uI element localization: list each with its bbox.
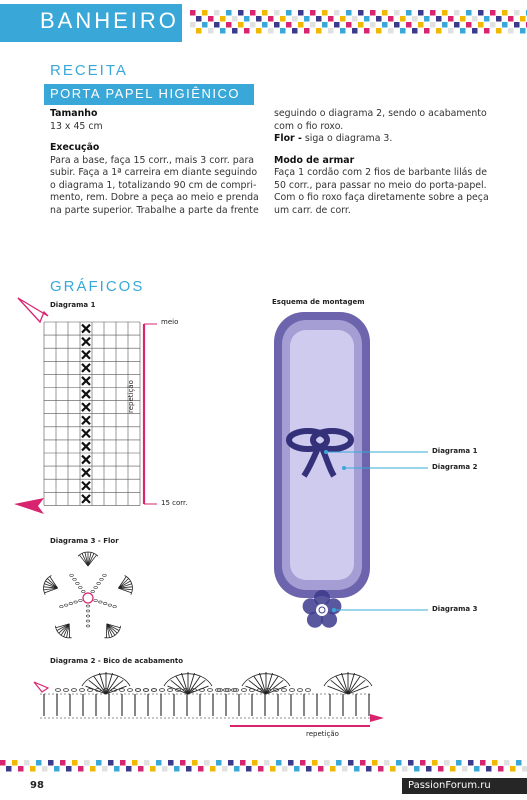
strip-square <box>60 760 66 766</box>
strip-square <box>204 760 210 766</box>
scheme-d1-label: Diagrama 1 <box>432 447 478 455</box>
strip-square <box>364 28 370 34</box>
x-stitch-icon <box>82 416 90 424</box>
strip-square <box>498 766 504 772</box>
flor-text: siga o diagrama 3. <box>301 133 393 144</box>
strip-square <box>456 760 462 766</box>
strip-square <box>514 22 520 28</box>
strip-square <box>268 28 274 34</box>
assembly-line: um carr. de corr. <box>274 204 351 216</box>
exec-heading: Execução <box>50 142 100 153</box>
x-stitch-icon <box>82 351 90 359</box>
strip-square <box>474 766 480 772</box>
strip-square <box>196 28 202 34</box>
strip-square <box>292 16 298 22</box>
strip-square <box>370 22 376 28</box>
diagram1-grid <box>44 322 140 505</box>
strip-square <box>48 760 54 766</box>
page-number: 98 <box>30 780 44 791</box>
strip-square <box>304 28 310 34</box>
scheme-label: Esquema de montagem <box>272 298 365 306</box>
strip-square <box>162 766 168 772</box>
strip-square <box>504 760 510 766</box>
strip-square <box>312 760 318 766</box>
strip-square <box>480 760 486 766</box>
strip-square <box>262 10 268 16</box>
strip-square <box>318 766 324 772</box>
strip-square <box>250 22 256 28</box>
strip-square <box>292 28 298 34</box>
x-stitch-icon <box>82 495 90 503</box>
strip-square <box>396 760 402 766</box>
strip-square <box>280 28 286 34</box>
strip-square <box>274 22 280 28</box>
strip-square <box>244 16 250 22</box>
strip-square <box>496 16 502 22</box>
strip-square <box>216 760 222 766</box>
strip-square <box>220 28 226 34</box>
strip-square <box>306 766 312 772</box>
strip-square <box>384 760 390 766</box>
strip-square <box>294 766 300 772</box>
strip-square <box>472 16 478 22</box>
strip-square <box>114 766 120 772</box>
strip-square <box>96 760 102 766</box>
strip-square <box>346 22 352 28</box>
strip-square <box>454 10 460 16</box>
strip-square <box>202 22 208 28</box>
strip-square <box>426 766 432 772</box>
strip-square <box>12 760 18 766</box>
strip-square <box>220 16 226 22</box>
strip-square <box>490 10 496 16</box>
strip-square <box>72 760 78 766</box>
strip-square <box>466 22 472 28</box>
strip-square <box>210 766 216 772</box>
section-graphics-label: GRÁFICOS <box>50 278 145 295</box>
strip-square <box>334 22 340 28</box>
strip-square <box>478 10 484 16</box>
strip-square <box>262 22 268 28</box>
strip-square <box>336 760 342 766</box>
strip-square <box>342 766 348 772</box>
strip-square <box>24 760 30 766</box>
strip-square <box>394 22 400 28</box>
flor-label: Flor - <box>274 133 302 144</box>
strip-square <box>340 16 346 22</box>
strip-square <box>238 10 244 16</box>
x-stitch-icon <box>82 442 90 450</box>
strip-square <box>328 28 334 34</box>
strip-square <box>382 10 388 16</box>
strip-square <box>214 22 220 28</box>
scheme-d2-label: Diagrama 2 <box>432 463 478 471</box>
petal-fan-icon <box>78 552 98 566</box>
x-stitch-icon <box>82 325 90 333</box>
strip-square <box>496 28 502 34</box>
x-stitch-icon <box>82 482 90 490</box>
right-line: com o fio roxo. <box>274 120 344 132</box>
strip-square <box>226 22 232 28</box>
strip-square <box>244 28 250 34</box>
strip-square <box>460 28 466 34</box>
strip-square <box>90 766 96 772</box>
strip-square <box>472 28 478 34</box>
strip-square <box>102 766 108 772</box>
strip-square <box>376 16 382 22</box>
strip-square <box>412 16 418 22</box>
diagram1-chart <box>14 294 214 518</box>
diagram1-label: Diagrama 1 <box>50 301 96 309</box>
assembly-scheme <box>268 308 527 648</box>
header-title: BANHEIRO <box>40 8 179 33</box>
exec-line: Para a base, faça 15 corr., mais 3 corr. para <box>50 154 255 166</box>
strip-square <box>438 766 444 772</box>
strip-square <box>150 766 156 772</box>
strip-square <box>226 10 232 16</box>
strip-square <box>132 760 138 766</box>
strip-square <box>84 760 90 766</box>
strip-square <box>406 10 412 16</box>
strip-square <box>174 766 180 772</box>
strip-square <box>328 16 334 22</box>
strip-square <box>268 16 274 22</box>
strip-square <box>370 10 376 16</box>
strip-square <box>406 22 412 28</box>
strip-square <box>126 766 132 772</box>
exec-line: o diagrama 1, totalizando 90 cm de compri- <box>50 179 257 191</box>
exec-line: na parte superior. Trabalhe a parte da frente <box>50 204 259 216</box>
strip-square <box>490 22 496 28</box>
strip-square <box>286 22 292 28</box>
strip-square <box>360 760 366 766</box>
edging-fan-icon <box>324 672 372 694</box>
strip-square <box>186 766 192 772</box>
strip-square <box>484 16 490 22</box>
strip-square <box>298 22 304 28</box>
exec-line: subir. Faça a 1ª carreira em diante seguindo <box>50 167 258 178</box>
exec-line: mento, rem. Dobre a peça ao meio e prenda <box>50 192 259 203</box>
strip-square <box>54 766 60 772</box>
strip-square <box>502 10 508 16</box>
strip-square <box>316 16 322 22</box>
strip-square <box>288 760 294 766</box>
strip-square <box>346 10 352 16</box>
d2-end-arrow-icon <box>370 714 384 722</box>
strip-square <box>448 16 454 22</box>
strip-square <box>138 766 144 772</box>
strip-square <box>394 10 400 16</box>
strip-square <box>412 28 418 34</box>
strip-square <box>348 760 354 766</box>
strip-square <box>442 10 448 16</box>
strip-square <box>258 766 264 772</box>
strip-square <box>376 28 382 34</box>
leader-d1-dot <box>324 450 328 454</box>
scheme-d3-label: Diagrama 3 <box>432 605 478 613</box>
strip-square <box>324 760 330 766</box>
strip-square <box>378 766 384 772</box>
strip-square <box>516 760 522 766</box>
checker-strip-bottom <box>0 760 527 774</box>
diagram1-meio-label: meio <box>161 318 179 326</box>
petal-fan-icon <box>118 576 132 595</box>
diagram1-repetition-label: repetição <box>127 380 135 413</box>
strip-square <box>460 16 466 22</box>
strip-square <box>424 28 430 34</box>
strip-square <box>190 22 196 28</box>
strip-square <box>522 766 527 772</box>
strip-square <box>382 22 388 28</box>
strip-square <box>508 16 514 22</box>
x-stitch-icon <box>82 456 90 464</box>
strip-square <box>390 766 396 772</box>
strip-square <box>520 28 526 34</box>
petal-fan-icon <box>55 624 71 638</box>
strip-square <box>256 16 262 22</box>
x-stitch-icon <box>82 469 90 477</box>
x-stitch-icon <box>82 364 90 372</box>
x-stitch-icon <box>82 390 90 398</box>
strip-square <box>228 760 234 766</box>
x-stitch-icon <box>82 338 90 346</box>
strip-square <box>364 16 370 22</box>
strip-square <box>366 766 372 772</box>
diagram2-edging-chart <box>30 664 390 732</box>
strip-square <box>232 28 238 34</box>
leader-d2-dot <box>342 466 346 470</box>
assembly-heading: Modo de armar <box>274 154 355 166</box>
strip-square <box>280 16 286 22</box>
strip-square <box>420 760 426 766</box>
strip-square <box>270 766 276 772</box>
strip-square <box>192 760 198 766</box>
strip-square <box>388 16 394 22</box>
strip-square <box>120 760 126 766</box>
strip-square <box>454 22 460 28</box>
strip-square <box>514 10 520 16</box>
strip-square <box>6 766 12 772</box>
strip-square <box>246 766 252 772</box>
strip-square <box>214 10 220 16</box>
strip-square <box>18 766 24 772</box>
x-stitch-icon <box>82 403 90 411</box>
strip-square <box>484 28 490 34</box>
strip-square <box>372 760 378 766</box>
strip-square <box>468 760 474 766</box>
strip-square <box>418 10 424 16</box>
strip-square <box>276 760 282 766</box>
strip-square <box>508 28 514 34</box>
size-heading: Tamanho <box>50 108 98 119</box>
start-marker-icon <box>18 298 48 322</box>
strip-square <box>300 760 306 766</box>
right-line: seguindo o diagrama 2, sendo o acabamento <box>274 108 487 119</box>
strip-square <box>340 28 346 34</box>
checker-strip-top <box>190 10 527 40</box>
strip-square <box>330 766 336 772</box>
strip-square <box>156 760 162 766</box>
strip-square <box>310 22 316 28</box>
edging-fan-icon <box>82 672 130 694</box>
strip-square <box>108 760 114 766</box>
strip-square <box>250 10 256 16</box>
strip-square <box>282 766 288 772</box>
strip-square <box>168 760 174 766</box>
strip-square <box>222 766 228 772</box>
strip-square <box>352 16 358 22</box>
strip-square <box>190 10 196 16</box>
strip-square <box>0 760 6 766</box>
size-value: 13 x 45 cm <box>50 120 103 132</box>
strip-square <box>414 766 420 772</box>
direction-arrow-icon <box>14 498 44 514</box>
strip-square <box>430 10 436 16</box>
strip-square <box>436 16 442 22</box>
recipe-left-column <box>50 108 260 217</box>
strip-square <box>322 10 328 16</box>
center-ring-icon <box>83 593 93 603</box>
strip-square <box>66 766 72 772</box>
strip-square <box>448 28 454 34</box>
strip-square <box>274 10 280 16</box>
assembly-line: Faça 1 cordão com 2 fios de barbante lilás de <box>274 167 487 178</box>
strip-square <box>196 16 202 22</box>
strip-square <box>358 10 364 16</box>
diagram2-label: Diagrama 2 - Bico de acabamento <box>50 657 184 665</box>
strip-square <box>462 766 468 772</box>
strip-square <box>510 766 516 772</box>
strip-square <box>334 10 340 16</box>
strip-square <box>316 28 322 34</box>
strip-square <box>202 10 208 16</box>
strip-square <box>240 760 246 766</box>
strip-square <box>234 766 240 772</box>
d2-start-marker-icon <box>34 682 48 692</box>
strip-square <box>388 28 394 34</box>
strip-square <box>310 10 316 16</box>
strip-square <box>256 28 262 34</box>
strip-square <box>466 10 472 16</box>
strip-square <box>78 766 84 772</box>
strip-square <box>144 760 150 766</box>
strip-square <box>478 22 484 28</box>
strip-square <box>208 16 214 22</box>
petal-fan-icon <box>104 624 120 638</box>
strip-square <box>492 760 498 766</box>
strip-square <box>252 760 258 766</box>
section-recipe-label: RECEITA <box>50 62 128 79</box>
flor-line <box>274 133 494 146</box>
diagram3-flower-chart <box>36 548 146 648</box>
strip-square <box>400 28 406 34</box>
diagram3-label: Diagrama 3 - Flor <box>50 537 119 545</box>
strip-square <box>430 22 436 28</box>
petal-fan-icon <box>44 576 58 595</box>
strip-square <box>354 766 360 772</box>
strip-square <box>232 16 238 22</box>
recipe-title: PORTA PAPEL HIGIÊNICO <box>50 86 240 101</box>
strip-square <box>352 28 358 34</box>
strip-square <box>502 22 508 28</box>
strip-square <box>408 760 414 766</box>
recipe-right-column <box>274 108 494 217</box>
strip-square <box>286 10 292 16</box>
strip-square <box>418 22 424 28</box>
strip-square <box>322 22 328 28</box>
diagram1-corr-label: 15 corr. <box>161 499 188 507</box>
strip-square <box>264 760 270 766</box>
strip-square <box>304 16 310 22</box>
strip-square <box>238 22 244 28</box>
strip-square <box>298 10 304 16</box>
assembly-line: 50 corr., para passar no meio do porta-papel. <box>274 179 487 191</box>
strip-square <box>400 16 406 22</box>
strip-square <box>198 766 204 772</box>
strip-square <box>424 16 430 22</box>
x-stitch-icon <box>82 429 90 437</box>
strip-square <box>30 766 36 772</box>
strip-square <box>432 760 438 766</box>
assembly-line: Com o fio roxo faça diretamente sobre a peça <box>274 192 489 203</box>
leader-d3-dot <box>332 608 336 612</box>
strip-square <box>36 760 42 766</box>
strip-square <box>520 16 526 22</box>
strip-square <box>450 766 456 772</box>
strip-square <box>42 766 48 772</box>
watermark: PassionForum.ru <box>408 780 491 791</box>
strip-square <box>444 760 450 766</box>
strip-square <box>486 766 492 772</box>
x-stitch-icon <box>82 377 90 385</box>
strip-square <box>208 28 214 34</box>
strip-square <box>442 22 448 28</box>
strip-square <box>180 760 186 766</box>
strip-square <box>402 766 408 772</box>
diagram2-repetition-label: repetição <box>306 730 339 738</box>
strip-square <box>358 22 364 28</box>
strip-square <box>436 28 442 34</box>
